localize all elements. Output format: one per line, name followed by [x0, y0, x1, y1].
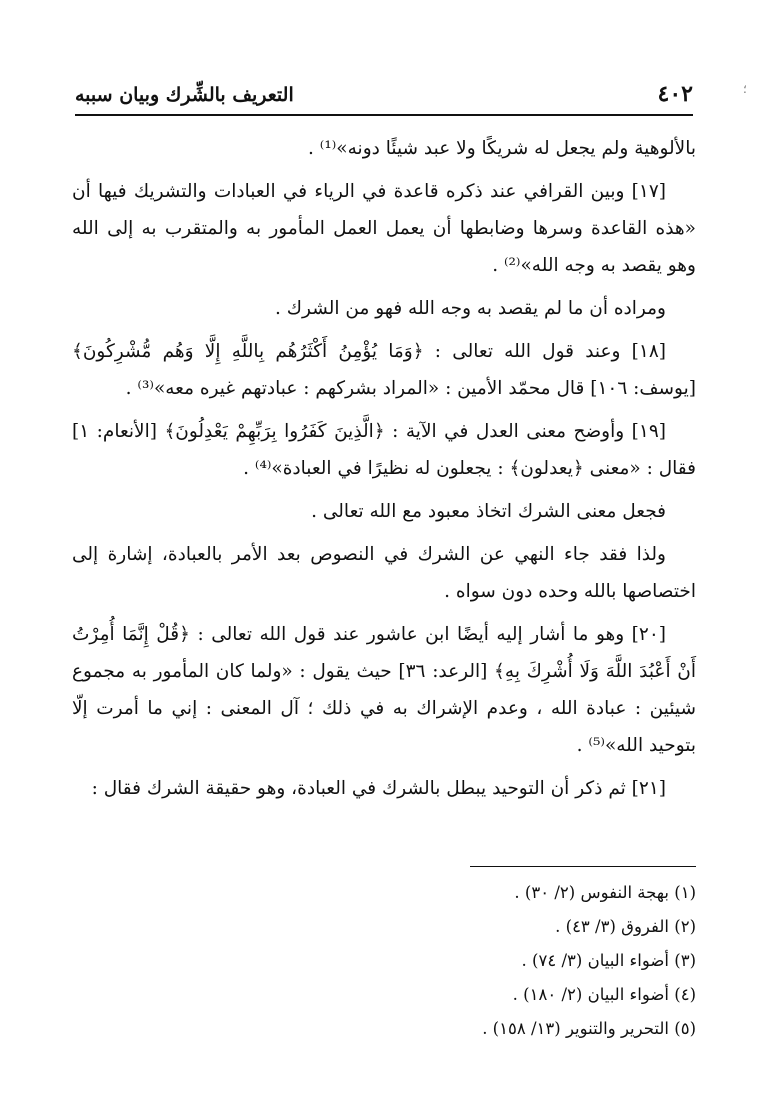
footnote-1: (١) بهجة النفوس (٢/ ٣٠) . — [514, 883, 696, 902]
footnote-rule — [470, 866, 696, 867]
margin-mark: ؛ — [743, 82, 747, 96]
paragraph-shirk-meaning: فجعل معنى الشرك اتخاذ معبود مع الله تعالى . — [311, 501, 666, 522]
footnotes — [110, 876, 696, 1046]
paragraph-19: [١٩] وأوضح معنى العدل في الآية : ﴿الَّذِينَ كَفَرُوا بِرَبِّهِمْ يَعْدِلُونَ﴾ [الأنعام: ١] فقال : «معنى ﴿يعدلون﴾ : يجعلون له نظيرًا في العبادة»⁽⁴⁾ . — [72, 421, 696, 479]
footnote-2: (٢) الفروق (٣/ ٤٣) . — [555, 917, 696, 936]
footnote-3: (٣) أضواء البيان (٣/ ٧٤) . — [521, 951, 696, 970]
paragraph-21: [٢١] ثم ذكر أن التوحيد يبطل بالشرك في العبادة، وهو حقيقة الشرك فقال : — [91, 778, 666, 799]
footnote-5: (٥) التحرير والتنوير (١٣/ ١٥٨) . — [482, 1019, 696, 1038]
paragraph-continuation: بالألوهية ولم يجعل له شريكًا ولا عبد شيئًا دونه»⁽¹⁾ . — [308, 138, 696, 159]
paragraph-intent: ومراده أن ما لم يقصد به وجه الله فهو من الشرك . — [274, 298, 666, 319]
main-text — [72, 130, 696, 813]
paragraph-prohibition: ولذا فقد جاء النهي عن الشرك في النصوص بعد الأمر بالعبادة، إشارة إلى اختصاصها بالله وحده دون سواه . — [72, 544, 696, 602]
paragraph-18: [١٨] وعند قول الله تعالى : ﴿وَمَا يُؤْمِنُ أَكْثَرُهُم بِاللَّهِ إِلَّا وَهُم مُّشْرِكُونَ﴾ [يوسف: ١٠٦] قال محمّد الأمين : «المراد بشركهم : عبادتهم غيره معه»⁽³⁾ . — [72, 341, 696, 399]
page-header — [75, 78, 693, 112]
header-rule — [75, 114, 693, 116]
page-number: ٤٠٢ — [657, 81, 693, 107]
footnote-4: (٤) أضواء البيان (٢/ ١٨٠) . — [512, 985, 696, 1004]
paragraph-17: [١٧] وبين القرافي عند ذكره قاعدة في الرياء في العبادات والتشريك فيها أن «هذه القاعدة وسرها وضابطها أن يعمل العمل المأمور به والمتقرب به إلى الله وهو يقصد به وجه الله»⁽²⁾ . — [72, 181, 696, 276]
paragraph-20: [٢٠] وهو ما أشار إليه أيضًا ابن عاشور عند قول الله تعالى : ﴿قُلْ إِنَّمَا أُمِرْتُ أَنْ أَعْبُدَ اللَّهَ وَلَا أُشْرِكَ بِهِ﴾ [الرعد: ٣٦] حيث يقول : «ولما كان المأمور به مجموع شيئين : عبادة الله ، وعدم الإشراك به في ذلك ؛ آل المعنى : إني ما أمرت إلّا بتوحيد الله»⁽⁵⁾ . — [72, 624, 697, 756]
running-title: التعريف بالشِّرك وبيان سببه — [75, 84, 294, 106]
